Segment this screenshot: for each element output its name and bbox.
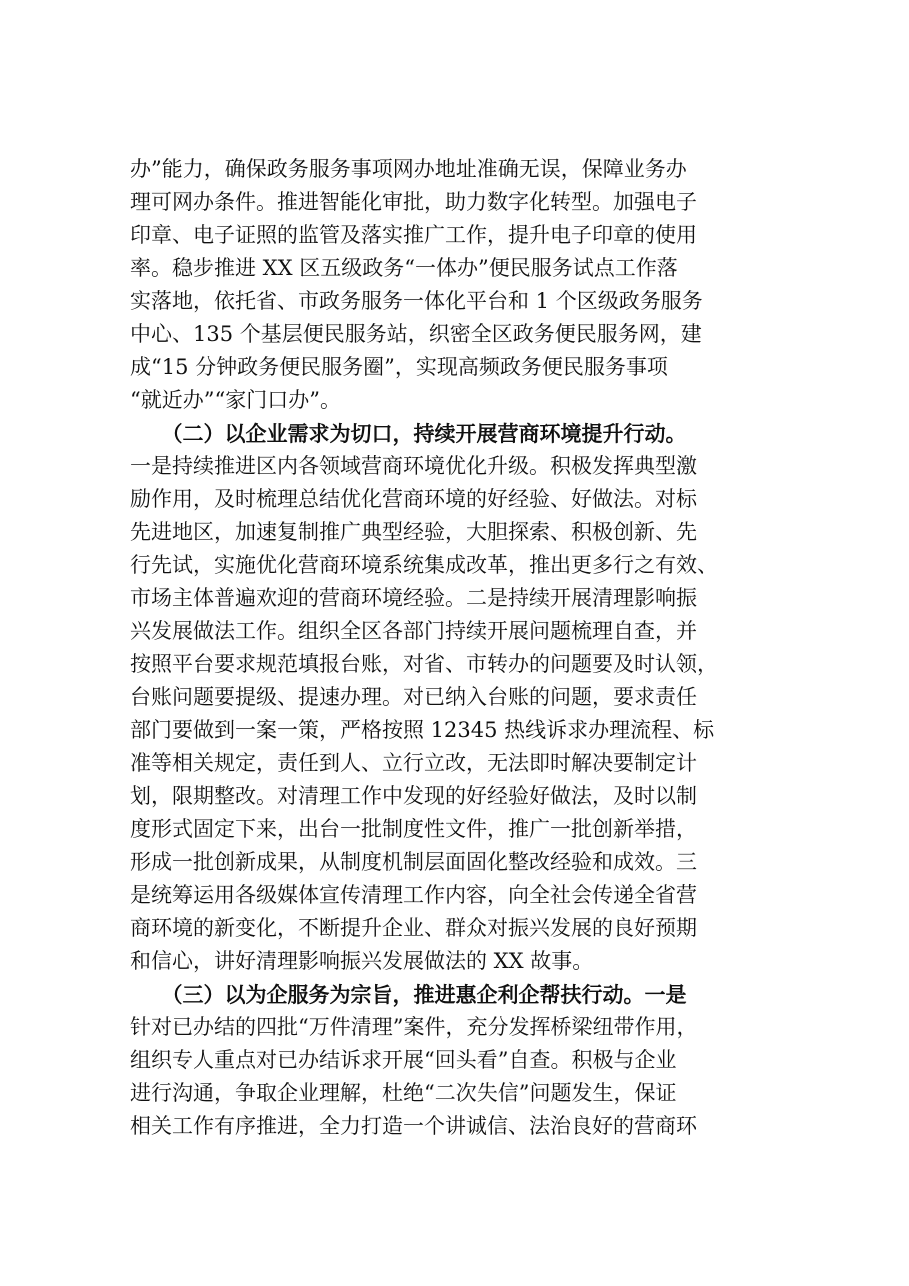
text-line: 形成一批创新成果，从制度机制层面固化整改经验和成效。三	[130, 850, 697, 874]
text-line: 先进地区，加速复制推广典型经验，大胆探索、积极创新、先	[130, 520, 697, 544]
text-line: 针对已办结的四批“万件清理”案件，充分发挥桥梁纽带作用，	[130, 1015, 698, 1039]
text-line: 一是持续推进区内各领域营商环境优化升级。积极发挥典型激	[130, 454, 697, 478]
text-line: 市场主体普遍欢迎的营商环境经验。二是持续开展清理影响振	[130, 586, 697, 610]
document-body	[130, 153, 810, 1143]
text-line: 相关工作有序推进，全力打造一个讲诚信、法治良好的营商环	[130, 1114, 697, 1138]
text-line: 励作用，及时梳理总结优化营商环境的好经验、好做法。对标	[130, 487, 697, 511]
text-line: 进行沟通，争取企业理解，杜绝“二次失信”问题发生，保证	[130, 1081, 677, 1105]
text-line: 商环境的新变化，不断提升企业、群众对振兴发展的良好预期	[130, 916, 697, 940]
text-line: 台账问题要提级、提速办理。对已纳入台账的问题，要求责任	[130, 685, 697, 709]
text-line: 度形式固定下来，出台一批制度性文件，推广一批创新举措，	[130, 817, 697, 841]
text-line: 中心、135 个基层便民服务站，织密全区政务便民服务网，建	[130, 322, 702, 346]
text-line: 兴发展做法工作。组织全区各部门持续开展问题梳理自查，并	[130, 619, 697, 643]
text-line: 按照平台要求规范填报台账，对省、市转办的问题要及时认领，	[130, 652, 718, 676]
text-line: 实落地，依托省、市政务服务一体化平台和 1 个区级政务服务	[130, 289, 703, 313]
text-line: 组织专人重点对已办结诉求开展“回头看”自查。积极与企业	[130, 1048, 677, 1072]
section-heading-3: （三）以为企服务为宗旨，推进惠企利企帮扶行动。一是	[130, 982, 687, 1007]
text-line: 行先试，实施优化营商环境系统集成改革，推出更多行之有效、	[130, 553, 718, 577]
text-line: 是统筹运用各级媒体宣传清理工作内容，向全社会传递全省营	[130, 883, 697, 907]
text-line: 准等相关规定，责任到人、立行立改，无法即时解决要制定计	[130, 751, 697, 775]
text-line: “就近办”“家门口办”。	[130, 388, 341, 412]
text-line: 办”能力，确保政务服务事项网办地址准确无误，保障业务办	[130, 157, 687, 181]
text-line: 部门要做到一案一策，严格按照 12345 热线诉求办理流程、标	[130, 718, 715, 742]
text-line: 印章、电子证照的监管及落实推广工作，提升电子印章的使用	[130, 223, 697, 247]
text-line: 和信心，讲好清理影响振兴发展做法的 XX 故事。	[130, 949, 594, 973]
text-line: 成“15 分钟政务便民服务圈”，实现高频政务便民服务事项	[130, 355, 668, 379]
text-line: 理可网办条件。推进智能化审批，助力数字化转型。加强电子	[130, 190, 697, 214]
text-line: 率。稳步推进 XX 区五级政务“一体办”便民服务试点工作落	[130, 256, 678, 280]
section-heading-2: （二）以企业需求为切口，持续开展营商环境提升行动。	[130, 421, 687, 446]
text-line: 划，限期整改。对清理工作中发现的好经验好做法，及时以制	[130, 784, 697, 808]
